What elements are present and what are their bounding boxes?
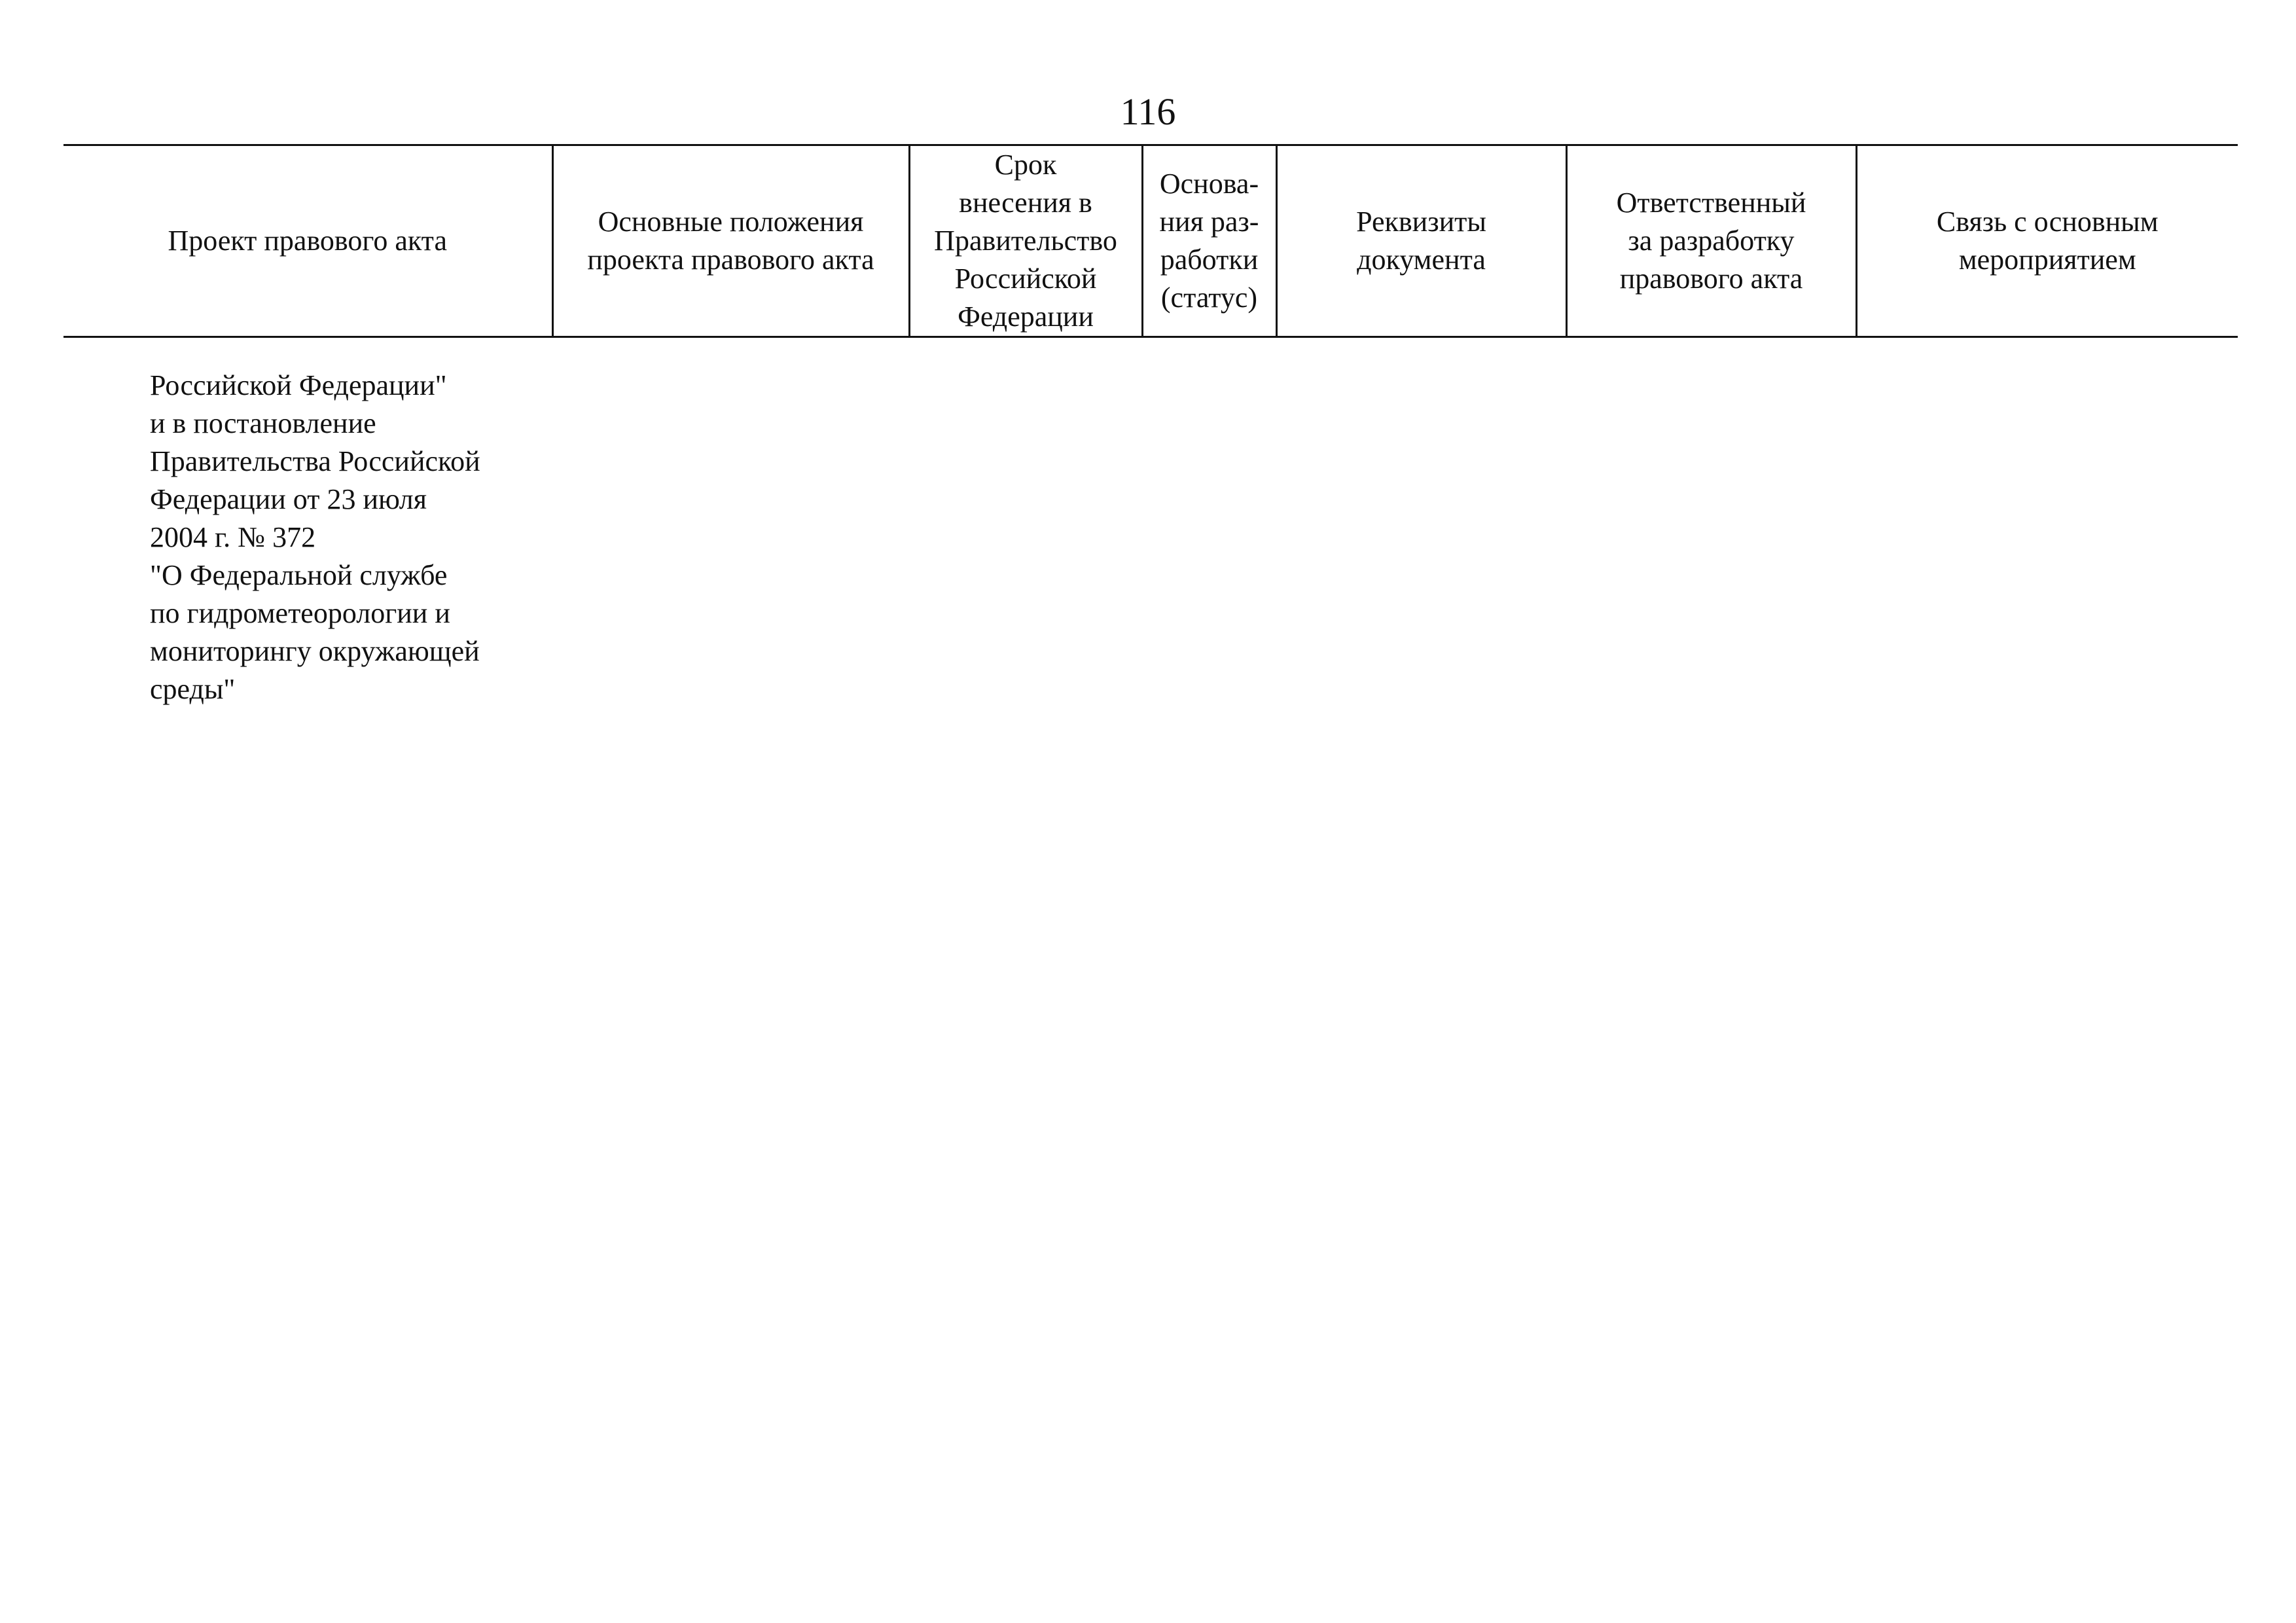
table-header-row <box>63 145 2238 337</box>
table-row <box>63 337 2238 709</box>
cell-submission-deadline <box>909 337 1142 709</box>
cell-development-basis <box>1142 337 1276 709</box>
cell-draft-act <box>63 337 552 709</box>
header-draft-act: Проект правового акта <box>63 145 552 337</box>
cell-document-details <box>1276 337 1566 709</box>
cell-link-to-main-measure <box>1856 337 2238 709</box>
header-responsible: Ответственный за разработку правового акта <box>1566 145 1856 337</box>
header-development-basis: Основа- ния раз- работки (статус) <box>1142 145 1276 337</box>
header-link-to-main-measure: Связь с основным мероприятием <box>1856 145 2238 337</box>
header-document-details: Реквизиты документа <box>1276 145 1566 337</box>
header-main-provisions: Основные положения проекта правового акта <box>552 145 909 337</box>
cell-responsible <box>1566 337 1856 709</box>
page-number: 116 <box>1120 90 1176 133</box>
draft-act-text: Российской Федерации" и в постановление Правительства Российской Федерации от 23 июля 2004 г. № 372 "О Федеральной службе по гидрометеорологии и мониторингу окружающей среды" <box>150 369 480 705</box>
header-submission-deadline: Срок внесения в Правительство Российской Федерации <box>909 145 1142 337</box>
cell-main-provisions <box>552 337 909 709</box>
legal-acts-table <box>63 144 2238 708</box>
